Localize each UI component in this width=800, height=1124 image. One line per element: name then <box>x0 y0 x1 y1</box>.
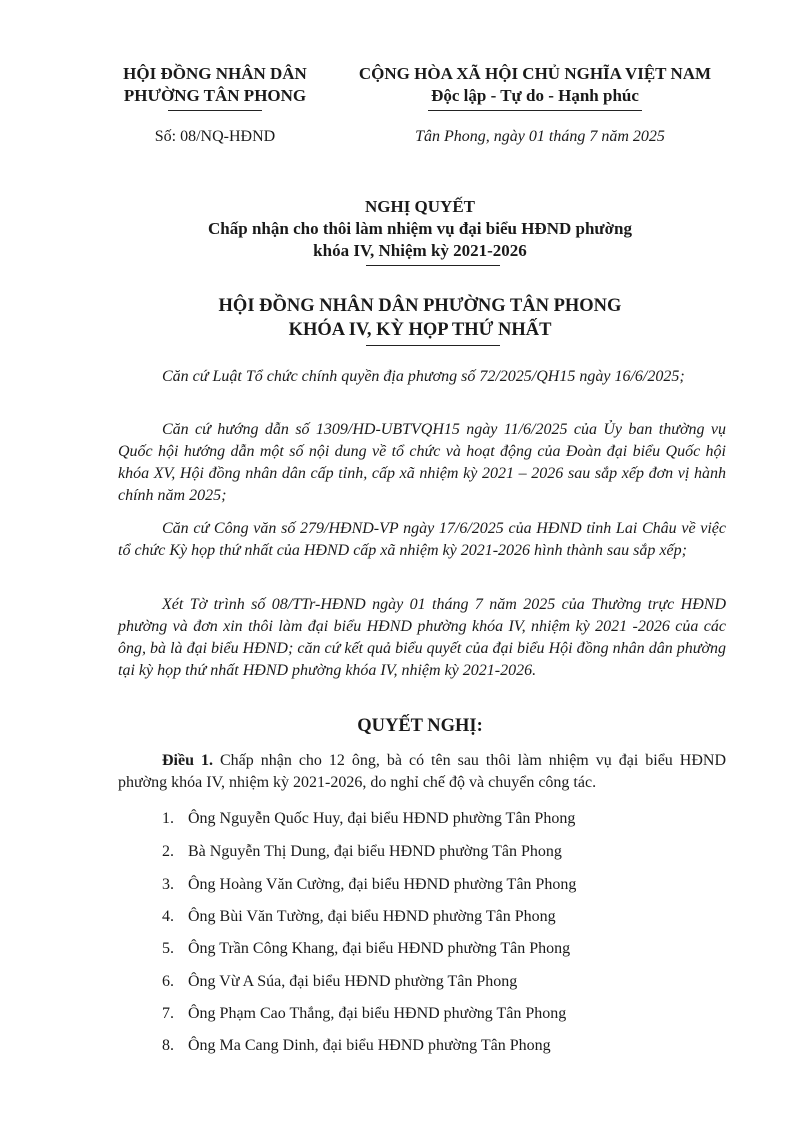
list-item-number: 2. <box>162 843 174 860</box>
issuing-body-line1: HỘI ĐỒNG NHÂN DÂN <box>123 64 307 83</box>
national-motto-underline <box>428 110 642 111</box>
council-heading <box>100 294 740 342</box>
list-item-number: 8. <box>162 1037 174 1054</box>
preamble-paragraph: Xét Tờ trình số 08/TTr-HĐND ngày 01 tháng 7 năm 2025 của Thường trực HĐND phường và đơn xin thôi làm đại biểu HĐND phường khóa IV, nhiệm kỳ 2021 -2026 của các ông, bà là đại biểu HĐND; căn cứ kết quả biểu quyết của đại biểu Hội đồng nhân dân phường tại kỳ họp thứ nhất HĐND phường khóa IV, nhiệm kỳ 2021-2026. <box>118 596 726 679</box>
preamble-paragraph: Căn cứ Công văn số 279/HĐND-VP ngày 17/6/2025 của HĐND tỉnh Lai Châu về việc tổ chức Kỳ họp thứ nhất của HĐND cấp xã nhiệm kỳ 2021-2026 hình thành sau sắp xếp; <box>118 520 726 559</box>
national-title: CỘNG HÒA XÃ HỘI CHỦ NGHĨA VIỆT NAM <box>358 64 712 83</box>
list-item-text: Ông Ma Cang Dinh, đại biểu HĐND phường Tân Phong <box>188 1037 551 1054</box>
list-item-text: Ông Hoàng Văn Cường, đại biểu HĐND phường Tân Phong <box>188 876 577 893</box>
document-subject-line1: Chấp nhận cho thôi làm nhiệm vụ đại biểu HĐND phường <box>208 219 632 238</box>
article-1-text: Chấp nhận cho 12 ông, bà có tên sau thôi làm nhiệm vụ đại biểu HĐND phường khóa IV, nhiệm kỳ 2021-2026, do nghỉ chế độ và chuyển công tác. <box>118 752 727 791</box>
title-underline <box>366 265 500 266</box>
document-title <box>100 196 740 262</box>
list-item-number: 5. <box>162 940 174 957</box>
list-item-text: Ông Vừ A Súa, đại biểu HĐND phường Tân Phong <box>188 973 518 990</box>
decision-heading: QUYẾT NGHỊ: <box>357 716 483 736</box>
national-slogan: Độc lập - Tự do - Hạnh phúc <box>431 86 639 105</box>
list-item <box>162 874 576 896</box>
list-item <box>162 971 517 993</box>
council-session: KHÓA IV, KỲ HỌP THỨ NHẤT <box>288 320 552 340</box>
list-item-text: Ông Trần Công Khang, đại biểu HĐND phường Tân Phong <box>188 940 571 957</box>
list-item-number: 7. <box>162 1005 174 1022</box>
list-item-text: Ông Bùi Văn Tường, đại biểu HĐND phường Tân Phong <box>188 908 556 925</box>
article-1 <box>118 750 726 794</box>
list-item-text: Ông Nguyễn Quốc Huy, đại biểu HĐND phường Tân Phong <box>188 810 576 827</box>
issuing-body-underline <box>168 110 262 111</box>
list-item <box>162 841 562 863</box>
preamble-paragraph: Căn cứ Luật Tổ chức chính quyền địa phương số 72/2025/QH15 ngày 16/6/2025; <box>162 368 685 385</box>
list-item <box>162 906 556 928</box>
place-date: Tân Phong, ngày 01 tháng 7 năm 2025 <box>415 128 665 145</box>
list-item-number: 4. <box>162 908 174 925</box>
list-item <box>162 1003 566 1025</box>
list-item <box>162 1035 551 1057</box>
list-item-number: 1. <box>162 810 174 827</box>
council-name: HỘI ĐỒNG NHÂN DÂN PHƯỜNG TÂN PHONG <box>218 296 622 316</box>
list-item <box>162 808 575 830</box>
list-item-text: Ông Phạm Cao Thắng, đại biểu HĐND phường Tân Phong <box>188 1005 567 1022</box>
preamble-paragraph: Căn cứ hướng dẫn số 1309/HD-UBTVQH15 ngày 11/6/2025 của Ủy ban thường vụ Quốc hội hướng dẫn một số nội dung về tổ chức và hoạt động của Đoàn đại biểu Quốc hội khóa XV, Hội đồng nhân dân cấp tỉnh, cấp xã nhiệm kỳ 2021 – 2026 sau sắp xếp đơn vị hành chính năm 2025; <box>118 421 726 504</box>
document-number: Số: 08/NQ-HĐND <box>154 128 276 145</box>
council-underline <box>366 345 500 346</box>
article-1-label: Điều 1. <box>162 752 213 769</box>
issuing-body <box>100 63 330 107</box>
list-item <box>162 938 570 960</box>
document-type: NGHỊ QUYẾT <box>364 197 476 216</box>
national-motto <box>330 63 740 107</box>
list-item-number: 3. <box>162 876 174 893</box>
list-item-number: 6. <box>162 973 174 990</box>
document-subject-line2: khóa IV, Nhiệm kỳ 2021-2026 <box>313 241 527 260</box>
list-item-text: Bà Nguyễn Thị Dung, đại biểu HĐND phường Tân Phong <box>188 843 562 860</box>
issuing-body-line2: PHƯỜNG TÂN PHONG <box>123 86 307 105</box>
